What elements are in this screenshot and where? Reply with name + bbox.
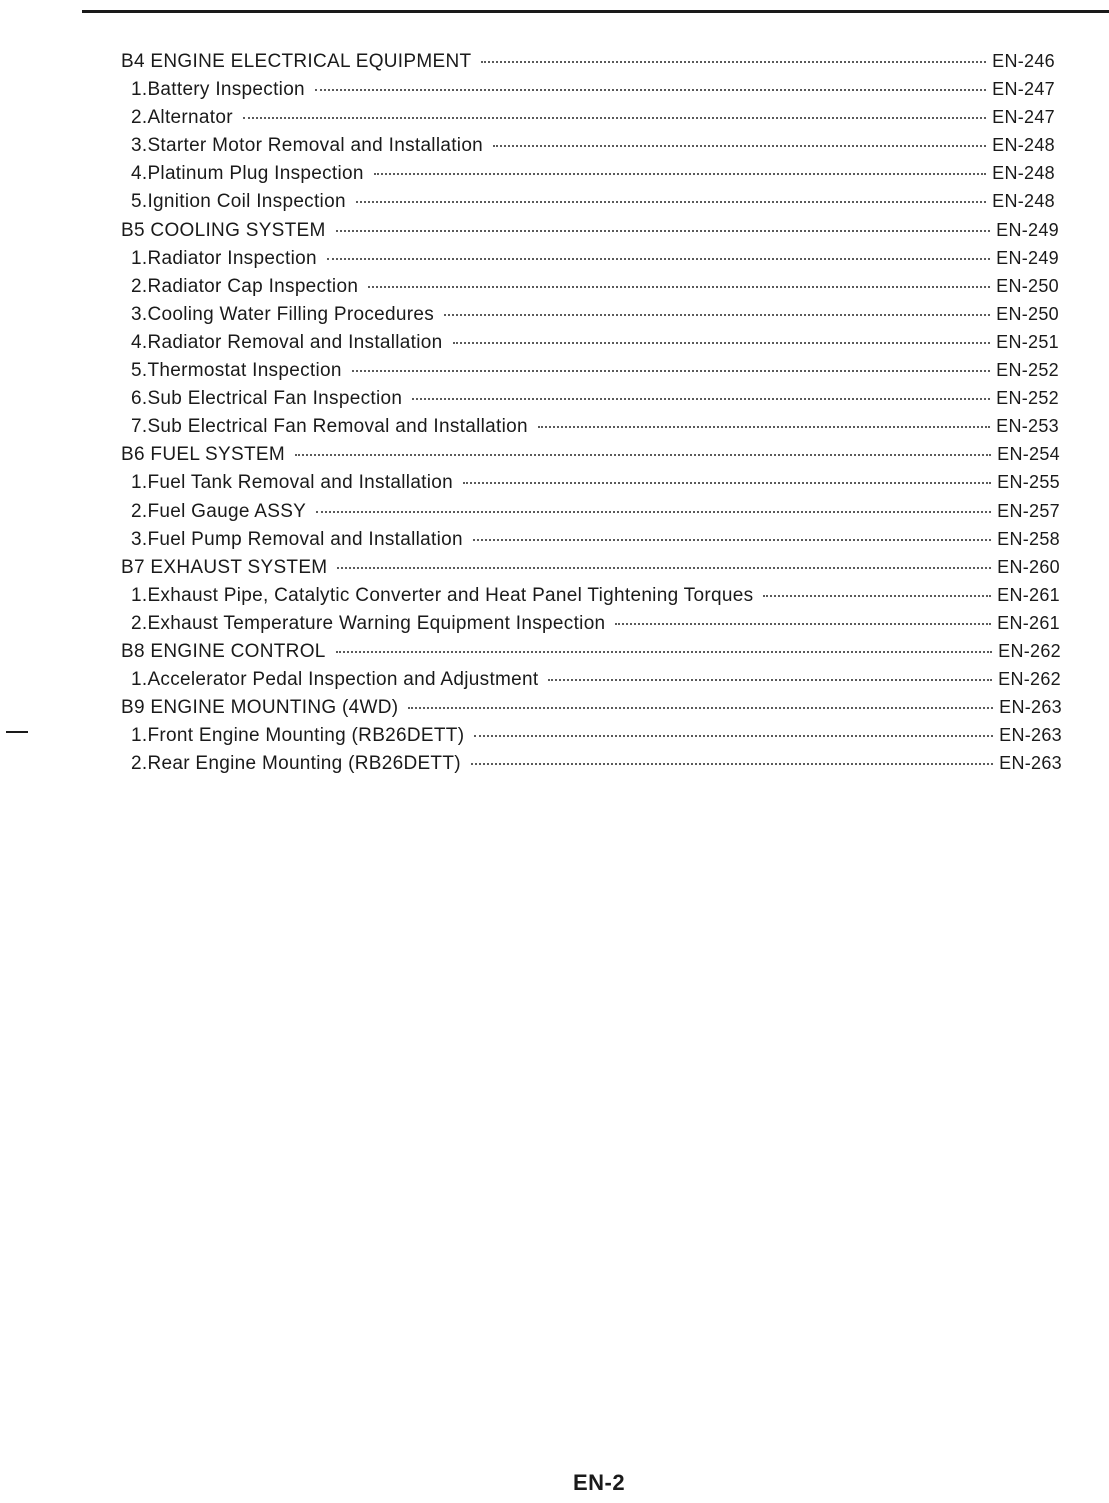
toc-entry [0, 529, 1060, 557]
dot-leader [412, 398, 990, 400]
toc-page-ref: EN-263 [999, 725, 1062, 746]
toc-title: 2.Exhaust Temperature Warning Equipment Inspection [131, 612, 606, 634]
toc-title: B8 ENGINE CONTROL [121, 640, 326, 662]
dot-leader [336, 651, 993, 653]
toc-page-ref: EN-246 [992, 51, 1055, 71]
dot-leader [763, 595, 991, 597]
dot-leader [327, 258, 990, 260]
toc-entry [0, 753, 1062, 781]
dot-leader [471, 763, 993, 765]
dot-leader [295, 454, 991, 456]
dot-leader [481, 61, 986, 63]
toc-title: 7.Sub Electrical Fan Removal and Installation [131, 416, 528, 438]
toc-page-ref: EN-250 [996, 275, 1059, 296]
dot-leader [473, 539, 991, 541]
toc-page-ref: EN-261 [997, 584, 1060, 605]
toc-title: 2.Alternator [131, 107, 233, 129]
toc-title: 4.Platinum Plug Inspection [131, 163, 364, 185]
dot-leader [336, 230, 991, 232]
toc-title: 1.Fuel Tank Removal and Installation [131, 472, 454, 494]
toc-entry [0, 613, 1060, 641]
page-number: EN-2 [572, 1470, 626, 1495]
toc-title: 3.Starter Motor Removal and Installation [131, 135, 484, 157]
toc-entry [0, 585, 1060, 613]
toc-entry [0, 388, 1059, 416]
toc-title: 6.Sub Electrical Fan Inspection [131, 388, 403, 410]
dot-leader [615, 623, 991, 625]
toc-section [0, 641, 1061, 669]
dot-leader [316, 511, 991, 513]
toc-page-ref: EN-249 [996, 247, 1059, 268]
dot-leader [538, 426, 990, 428]
toc-page-ref: EN-252 [996, 388, 1059, 409]
dot-leader [408, 707, 993, 709]
toc-section [0, 697, 1062, 725]
toc-page-ref: EN-248 [992, 163, 1055, 184]
toc-title: 5.Ignition Coil Inspection [131, 191, 346, 213]
toc-title: 2.Radiator Cap Inspection [131, 275, 359, 297]
toc-page-ref: EN-251 [996, 331, 1059, 352]
toc-entry [0, 191, 1055, 219]
toc-page-ref: EN-247 [992, 79, 1055, 100]
dot-leader [356, 201, 986, 203]
toc-entry [0, 332, 1059, 360]
toc-section [0, 51, 1055, 79]
toc-entry [0, 304, 1059, 332]
toc-entry [0, 107, 1055, 135]
toc-entry [0, 79, 1055, 107]
dot-leader [374, 173, 986, 175]
dot-leader [444, 314, 990, 316]
toc-page-ref: EN-255 [997, 472, 1060, 493]
toc-page-ref: EN-263 [999, 753, 1062, 774]
toc-entry [0, 135, 1055, 163]
toc-title: 1.Accelerator Pedal Inspection and Adjustment [131, 669, 539, 691]
toc-section [0, 220, 1059, 248]
toc-entry [0, 360, 1059, 388]
toc-page-ref: EN-248 [992, 191, 1055, 212]
toc-page-ref: EN-254 [997, 444, 1060, 465]
toc-page-ref: EN-261 [997, 612, 1060, 633]
toc-title: 1.Battery Inspection [131, 79, 305, 101]
dot-leader [352, 370, 990, 372]
toc-title: 3.Cooling Water Filling Procedures [131, 303, 435, 325]
toc-entry [0, 725, 1062, 753]
toc-page-ref: EN-247 [992, 107, 1055, 128]
toc-page-ref: EN-262 [998, 640, 1061, 661]
toc-page-ref: EN-249 [996, 219, 1059, 240]
toc-title: B7 EXHAUST SYSTEM [121, 556, 328, 578]
toc-title: B9 ENGINE MOUNTING (4WD) [121, 697, 399, 719]
dot-leader [453, 342, 991, 344]
toc-title: B6 FUEL SYSTEM [121, 444, 285, 466]
toc-title: 1.Front Engine Mounting (RB26DETT) [131, 725, 465, 747]
toc-page-ref: EN-262 [998, 669, 1061, 690]
toc-title: 5.Thermostat Inspection [131, 360, 342, 382]
toc-page-ref: EN-250 [996, 303, 1059, 324]
table-of-contents [0, 51, 1109, 781]
dot-leader [337, 567, 991, 569]
dot-leader [474, 735, 993, 737]
toc-title: B5 COOLING SYSTEM [121, 219, 326, 241]
toc-title: 2.Fuel Gauge ASSY [131, 500, 307, 522]
toc-page-ref: EN-248 [992, 135, 1055, 156]
top-rule [82, 10, 1109, 13]
toc-page-ref: EN-260 [997, 556, 1060, 577]
toc-entry [0, 276, 1059, 304]
toc-title: 4.Radiator Removal and Installation [131, 331, 443, 353]
dot-leader [243, 117, 986, 119]
toc-page-ref: EN-252 [996, 360, 1059, 381]
toc-title: 1.Radiator Inspection [131, 247, 317, 269]
toc-entry [0, 416, 1059, 444]
toc-page-ref: EN-253 [996, 416, 1059, 437]
toc-entry [0, 669, 1061, 697]
dot-leader [463, 482, 991, 484]
dot-leader [368, 286, 990, 288]
dot-leader [493, 145, 986, 147]
toc-title: 1.Exhaust Pipe, Catalytic Converter and Heat Panel Tightening Torques [131, 584, 754, 606]
dot-leader [548, 679, 992, 681]
toc-entry [0, 472, 1060, 500]
toc-section [0, 444, 1060, 472]
toc-entry [0, 248, 1059, 276]
toc-page-ref: EN-257 [997, 500, 1060, 521]
dot-leader [315, 89, 986, 91]
toc-page-ref: EN-263 [999, 697, 1062, 718]
toc-entry [0, 163, 1055, 191]
toc-title: 3.Fuel Pump Removal and Installation [131, 528, 463, 550]
toc-section [0, 557, 1060, 585]
toc-title: B4 ENGINE ELECTRICAL EQUIPMENT [121, 51, 472, 72]
toc-title: 2.Rear Engine Mounting (RB26DETT) [131, 753, 461, 775]
toc-entry [0, 501, 1060, 529]
toc-page-ref: EN-258 [997, 528, 1060, 549]
